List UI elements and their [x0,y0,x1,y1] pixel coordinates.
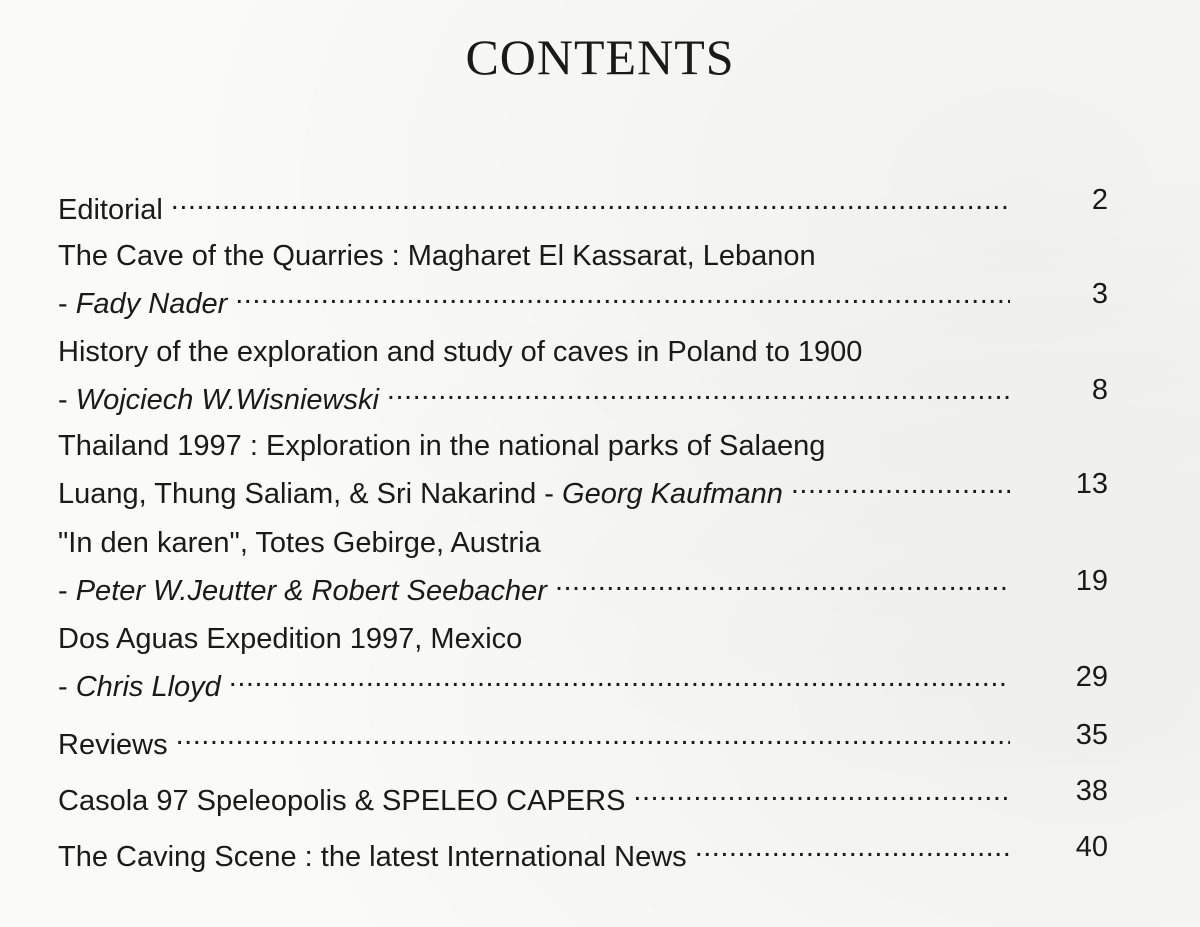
dot-leader [633,772,1010,810]
toc-entry-prefix: - [58,384,76,416]
toc-entry-caving-scene[interactable] [58,828,1158,873]
toc-entry-title: The Cave of the Quarries : Magharet El Kassarat, Lebanon [58,240,816,272]
toc-entry-author: Georg Kaufmann [562,478,783,510]
toc-entry-line [58,658,1010,703]
dot-leader [229,658,1010,696]
toc-entry-line [58,275,1010,320]
toc-entry-title: Dos Aguas Expedition 1997, Mexico [58,623,523,655]
toc-entry-title: Casola 97 Speleopolis & SPELEO CAPERS [58,785,626,817]
toc-entry-prefix: - [58,575,76,607]
toc-entry-title: "In den karen", Totes Gebirge, Austria [58,527,541,559]
dot-leader [791,465,1010,503]
toc-entry-reviews[interactable] [58,716,1158,761]
toc-entry-dos-aguas[interactable] [58,620,1158,703]
dot-leader [235,275,1010,313]
page-title: CONTENTS [465,29,735,85]
toc-page-number: 3 [1091,278,1108,310]
toc-entry-author: Chris Lloyd [75,671,221,703]
toc-entry-title: Editorial [58,194,163,226]
toc-entry-line [58,772,1010,817]
toc-entry-line [58,371,1010,416]
dot-leader [171,181,1010,219]
toc-entry-in-den-karen[interactable] [58,524,1158,607]
toc-entry-history-poland[interactable] [58,333,1158,416]
toc-page-number: 19 [1075,565,1108,597]
toc-entry-title: Thailand 1997 : Exploration in the national parks of Salaeng [58,430,826,462]
toc-entry-line [58,716,1010,761]
toc-entry-title: History of the exploration and study of caves in Poland to 1900 [58,336,863,368]
toc-page-number: 13 [1075,468,1108,500]
dot-leader [387,371,1010,409]
toc-page-number: 29 [1075,661,1108,693]
toc-entry-prefix: - [58,288,76,320]
toc-entry-prefix: - [58,671,76,703]
dot-leader [555,562,1010,600]
toc-page-number: 40 [1075,831,1108,863]
toc-entry-prefix: Luang, Thung Saliam, & Sri Nakarind - [58,478,563,510]
toc-entry-casola-97[interactable] [58,772,1158,817]
toc-entry-title: Reviews [58,729,168,761]
toc-page-number: 38 [1075,775,1108,807]
toc-entry-line [58,562,1010,607]
toc-entry-editorial[interactable] [58,181,1158,226]
toc-entry-line [58,828,1010,873]
dot-leader [695,828,1010,866]
toc-entry-title: The Caving Scene : the latest International News [58,841,687,873]
toc-page-number: 35 [1075,719,1108,751]
toc-entry-author: Wojciech W.Wisniewski [75,384,379,416]
toc-entry-cave-of-the-quarries[interactable] [58,237,1158,320]
toc-entry-thailand-1997[interactable] [58,427,1158,510]
toc-page-number: 8 [1091,374,1108,406]
toc-page-number: 2 [1091,184,1108,216]
toc-entry-line [58,465,1010,510]
toc-entry-line [58,181,1010,226]
dot-leader [176,716,1010,754]
toc-entry-author: Peter W.Jeutter & Robert Seebacher [75,575,547,607]
toc-entry-author: Fady Nader [75,288,228,320]
